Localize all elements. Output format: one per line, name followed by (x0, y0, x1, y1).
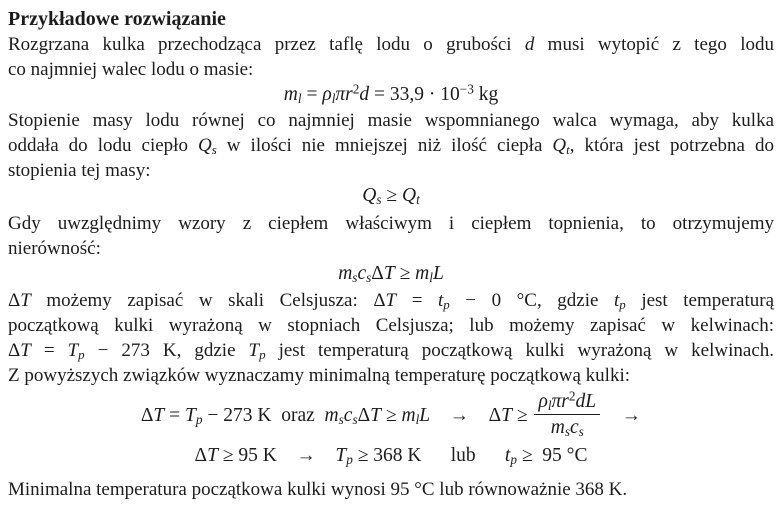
formula-heat-inequality: $Q_s \ge Q_t$ (362, 185, 420, 207)
text-line: ΔT możemy zapisać w skali Celsjusza: $\Delta T = t_p - 0$ °C, gdzie $t_p$ jest temperaturą (8, 290, 774, 312)
text-line: $\Delta T = T_p - 273$ K, gdzie $T_p$ jest temperaturą początkową kulki wyrażoną w kelwinach. (8, 340, 774, 362)
text-line: Stopienie masy lodu równej co najmniej masie wspomnianego walca wymaga, aby kulka (8, 110, 774, 131)
text-line: oddała do lodu ciepło $Q_s$ w ilości nie mniejszej niż ilość ciepła $Q_t$, która jest potrzebna do (8, 135, 774, 157)
formula-energy-balance: $m_sc_s\Delta T \ge m_lL$ (338, 263, 444, 285)
solution-heading: Przykładowe rozwiązanie (8, 8, 226, 30)
formula-derivation-line1: $\Delta T = T_p - 273$ K oraz $m_sc_s\Delta T \ge m_lL$ → ΔT ≥ $\frac{\rho_l\pi r^2dL}{m_sc_s}$ → (140, 388, 642, 439)
text-line: co najmniej walec lodu o masie: (8, 59, 254, 80)
formula-melted-ice-mass: $m_l = \rho_l\pi r^2d = 33,9 \cdot 10^{-3}$ kg (283, 81, 499, 106)
text-line: nierówność: (8, 238, 101, 259)
text-line: stopienia tej masy: (8, 160, 151, 181)
paragraph-heat-formulas (8, 211, 774, 261)
text-line: początkową kulki wyrażoną w stopniach Celsjusza; lub możemy zapisać w kelwinach: (8, 315, 774, 336)
text-line: Rozgrzana kulka przechodząca przez taflę lodu o grubości d musi wytopić z tego lodu (8, 34, 774, 55)
text-line: Z powyższych związków wyznaczamy minimalną temperaturę początkową kulki: (8, 365, 631, 386)
paragraph-problem-setup (8, 32, 774, 82)
text-line: Minimalna temperatura początkowa kulki wynosi 95 °C lub równoważnie 368 K. (8, 479, 628, 500)
text-line: Gdy uwzględnimy wzory z ciepłem właściwym i ciepłem topnienia, to otrzymujemy (8, 213, 774, 234)
paragraph-heat-requirement (8, 108, 774, 183)
paragraph-conclusion (8, 477, 774, 502)
formula-derivation-line2: ΔT ≥ 95 K → $T_p \ge 368$ K lub $t_p \ge 95$ °C (194, 445, 588, 467)
paragraph-temperature-scales (8, 288, 774, 388)
